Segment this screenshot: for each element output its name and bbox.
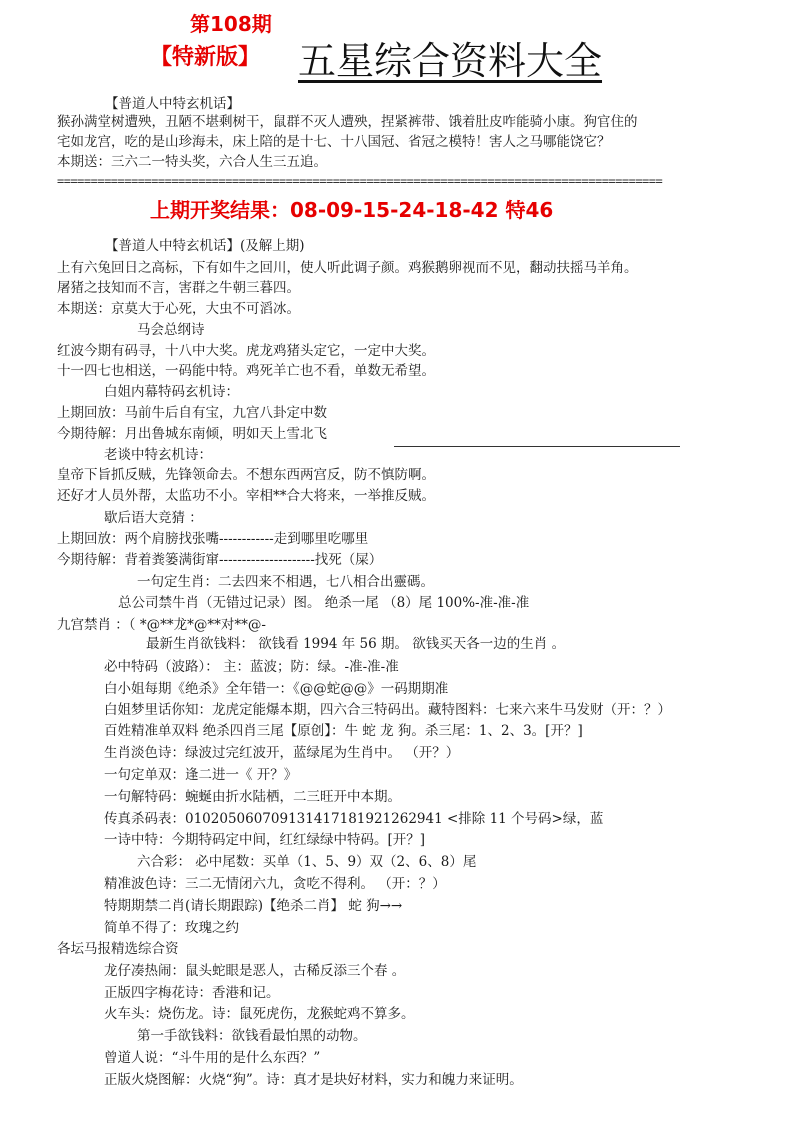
text-line: 总公司禁牛肖（无错过记录）图。 绝杀一尾 （8）尾 100%-准-准-准 (118, 595, 530, 611)
text-line: 一句定生肖：二去四来不相遇，七八相合出靈碼。 (137, 574, 434, 590)
text-line: 【普道人中特玄机话】 (105, 96, 240, 112)
text-line: 上有六兔回日之高标，下有如牛之回川，使人听此调子颜。鸡猴鹅卵视而不见，翻动扶摇马羊角。 (57, 260, 638, 276)
text-line: 一诗中特：今期特码定中间，红红绿绿中特码。[开？] (104, 832, 426, 848)
text-line: 上期回放：两个肩膀找张嘴------------走到哪里吃哪里 (57, 531, 369, 547)
text-line: 各坛马报精选综合资 (57, 941, 179, 957)
text-line: 第一手欲钱料：欲钱看最怕黑的动物。 (137, 1028, 367, 1044)
text-line: 最新生肖欲钱料： 欲钱看 1994 年 56 期。 欲钱买天各一边的生肖 。 (146, 636, 566, 652)
text-line: 精准波色诗：三二无情闭六九，贪吃不得利。 （开：？） (104, 876, 446, 892)
text-line: 还好才人员外帮，太监功不小。宰相**合大将来，一举推反贼。 (57, 488, 435, 504)
last-draw-result: 上期开奖结果：08-09-15-24-18-42 特46 (150, 198, 554, 222)
text-line: 本期送：京莫大于心死，大虫不可滔冰。 (57, 301, 300, 317)
text-line: 六合彩： 必中尾数：买单（1、5、9）双（2、6、8）尾 (137, 854, 477, 870)
text-line: 屠猪之技知而不言，害群之牛朝三暮四。 (57, 280, 300, 296)
text-line: 生肖淡色诗：绿波过完红波开，蓝绿尾为生肖中。 （开？） (104, 745, 460, 761)
issue-number: 第108期 (190, 12, 272, 36)
text-line: 白姐梦里话你知：龙虎定能爆本期，四六合三特码出。藏特图料：七来六来牛马发财（开：？） (104, 702, 671, 718)
edition-label: 【特新版】 (150, 45, 261, 70)
text-line: 十一四七也相送，一码能中特。鸡死羊亡也不看，单数无希望。 (57, 363, 435, 379)
text-line: 皇帝下旨抓反贼，先锋领命去。不想东西两宫反，防不慎防啊。 (57, 467, 435, 483)
text-line: 老谈中特玄机诗： (104, 447, 212, 463)
text-line: 猴孙满堂树遭殃，丑陋不堪剩树干，鼠群不灭人遭殃，捏紧裤带、饿着肚皮咋能骑小康。狗官住的 (57, 114, 638, 130)
text-line: 今期待解：月出鲁城东南倾，明如天上雪北飞 (57, 426, 327, 442)
text-line: 传真杀码表：0102050607091314171819212629​41 <排除 11 个号码>绿，蓝 (104, 811, 604, 827)
text-line: 歇后语大竞猜 ： (104, 510, 203, 526)
text-line: 正版四字梅花诗：香港和记。 (104, 985, 280, 1001)
text-line: 正版火烧图解：火烧“狗”。诗：真才是块好材料，实力和魄力来证明。 (104, 1072, 523, 1088)
text-line: 上期回放：马前牛后自有宝，九宫八卦定中数 (57, 405, 327, 421)
text-line: 特期期禁二肖(请长期跟踪)【绝杀二肖】 蛇 狗→→ (104, 898, 403, 914)
text-line: 白姐内幕特码玄机诗： (104, 384, 239, 400)
text-line: 必中特码（波路）： 主：蓝波；防：绿。-准-准-准 (104, 659, 399, 675)
text-line: 马会总纲诗 (137, 322, 205, 338)
text-line: 简单不得了：玫瑰之约 (104, 920, 239, 936)
text-line: 百姓精准单双料 绝杀四肖三尾【原创】：牛 蛇 龙 狗。杀三尾：1、2、3。[开？] (104, 723, 583, 739)
text-line: 一句定单双：逢二进一《 开？》 (104, 767, 298, 783)
text-line: 火车头：烧伤龙。诗：鼠死虎伤，龙猴蛇鸡不算多。 (104, 1006, 415, 1022)
divider (394, 446, 680, 447)
text-line: 本期送：三六二一特头奖，六合人生三五追。 (57, 154, 327, 170)
text-line: 红波今期有码寻，十八中大奖。虎龙鸡猪头定它，一定中大奖。 (57, 343, 435, 359)
page-title: 五星综合资料大全 (298, 39, 603, 83)
text-line: 宅如龙宫，吃的是山珍海未，床上陪的是十七、十八国冠、省冠之模特！害人之马哪能饶它？ (57, 134, 611, 150)
text-line: 龙仔凑热闹：鼠头蛇眼是恶人，古稀反添三个春 。 (104, 963, 406, 979)
separator-line: ========================================================================================== (57, 174, 663, 188)
text-line: 今期待解：背着粪篓满街窜---------------------找死（屎） (57, 552, 383, 568)
text-line: 一句解特码：蜿蜒由折水陆栖，二三旺开中本期。 (104, 789, 401, 805)
text-line: 九宫禁肖 ：（ *@**龙*@**对**@- (57, 617, 266, 633)
text-line: 曾道人说：“斗牛用的是什么东西？” (104, 1050, 321, 1066)
text-line: 【普道人中特玄机话】(及解上期) (105, 238, 305, 254)
text-line: 白小姐每期《绝杀》全年错一：《@@蛇@@》一码期期准 (104, 681, 449, 697)
